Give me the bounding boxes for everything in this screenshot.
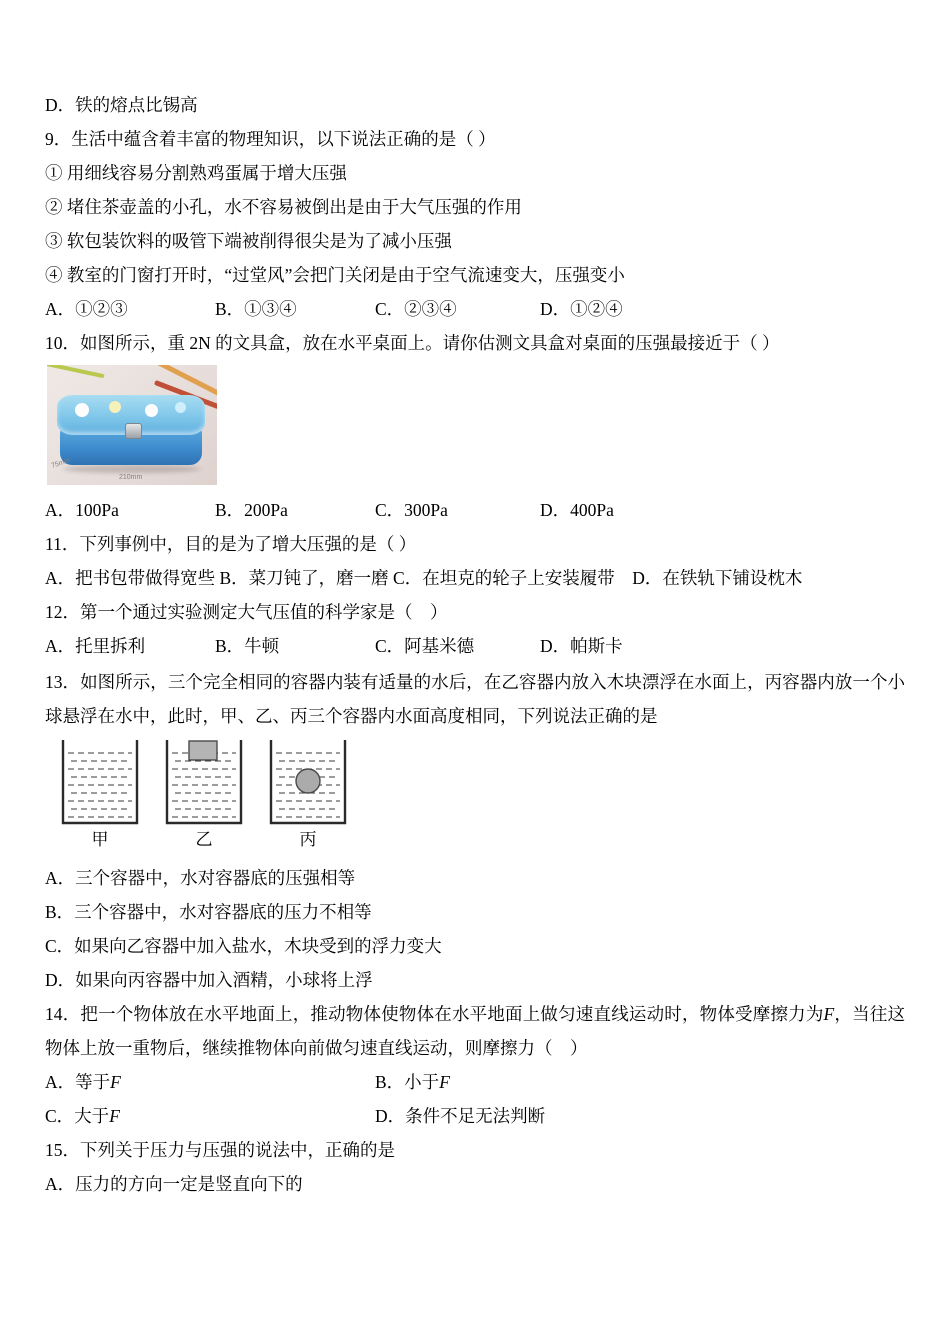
beaker-label: 乙 [195, 830, 213, 849]
q9-stem: 9．生活中蕴含着丰富的物理知识，以下说法正确的是（ ） [45, 129, 496, 149]
q10-option-a: A．100Pa [45, 500, 119, 520]
beaker-label: 丙 [299, 830, 317, 849]
q12-option-a: A．托里拆利 [45, 636, 146, 656]
q14-option-b-text: B．小于 [375, 1072, 440, 1092]
q9-option-d: D．①②④ [540, 299, 623, 319]
prev-question-option-d: D．铁的熔点比锡高 [45, 95, 198, 115]
q14-option-a-text: A．等于 [45, 1072, 111, 1092]
q10-option-d: D．400Pa [540, 500, 614, 520]
q13-option-d: D．如果向丙容器中加入酒精，小球将上浮 [45, 970, 373, 990]
q10-option-b: B．200Pa [215, 500, 288, 520]
q9-option-a: A．①②③ [45, 299, 128, 319]
q10-option-c: C．300Pa [375, 500, 448, 520]
pencil-decoration [47, 365, 105, 378]
q14-stem-text: 14．把一个物体放在水平地面上，推动物体使物体在水平地面上做匀速直线运动时，物体受摩擦力为 [45, 1004, 824, 1024]
lid-decoration [75, 403, 89, 417]
pencil-case-shadow [63, 465, 201, 473]
q12-option-d: D．帕斯卡 [540, 636, 623, 656]
q12-options-row [45, 629, 905, 663]
dimension-label: 210mm [119, 474, 143, 481]
lid-decoration [145, 404, 158, 417]
beaker-yi [163, 739, 245, 853]
beaker-bing [267, 739, 349, 853]
force-symbol: F [823, 1004, 835, 1024]
q9-item-2: ② 堵住茶壶盖的小孔，水不容易被倒出是由于大气压强的作用 [45, 197, 522, 217]
q14-stem [45, 997, 905, 1065]
q14-options-row-2 [45, 1099, 905, 1133]
q11-options-row: A．把书包带做得宽些 B．菜刀钝了，磨一磨 C．在坦克的轮子上安装履带 D．在铁轨下铺设枕木 [45, 568, 803, 588]
q9-item-3: ③ 软包装饮料的吸管下端被削得很尖是为了减小压强 [45, 231, 452, 251]
q12-option-c: C．阿基米德 [375, 636, 475, 656]
force-symbol: F [110, 1072, 121, 1092]
q12-stem: 12．第一个通过实验测定大气压值的科学家是（ ） [45, 602, 448, 622]
q9-options-row [45, 292, 905, 326]
beaker-yi-figure [163, 739, 245, 827]
q15-stem: 15．下列关于压力与压强的说法中，正确的是 [45, 1140, 395, 1160]
q9-item-1: ① 用细线容易分割熟鸡蛋属于增大压强 [45, 163, 347, 183]
q9-option-b: B．①③④ [215, 299, 297, 319]
beaker-label: 甲 [91, 830, 109, 849]
beaker-bing-figure [267, 739, 349, 827]
containers-figure [59, 739, 905, 853]
q10-options-row [45, 493, 905, 527]
pencil-case-clasp [125, 423, 142, 439]
q11-stem: 11．下列事例中，目的是为了增大压强的是（ ） [45, 534, 417, 554]
dimension-label: 75mm [50, 457, 72, 470]
lid-decoration [109, 401, 121, 413]
q13-option-b: B．三个容器中，水对容器底的压力不相等 [45, 902, 372, 922]
beaker-jia [59, 739, 141, 853]
q14-option-d: D．条件不足无法判断 [375, 1106, 546, 1126]
beaker-jia-figure [59, 739, 141, 827]
lid-decoration [175, 402, 186, 413]
suspended-ball [296, 769, 320, 793]
q14-option-b [375, 1072, 450, 1092]
force-symbol: F [439, 1072, 450, 1092]
q14-option-a [45, 1065, 375, 1099]
q12-option-b: B．牛顿 [215, 636, 280, 656]
q13-stem: 13．如图所示，三个完全相同的容器内装有适量的水后，在乙容器内放入木块漂浮在水面上，丙容器内放一个小球悬浮在水中，此时，甲、乙、丙三个容器内水面高度相同，下列说法正确的是 [45, 672, 905, 726]
q14-options-row-1 [45, 1065, 905, 1099]
q10-stem: 10．如图所示，重 2N 的文具盒，放在水平桌面上。请你估测文具盒对桌面的压强最接近于（ ） [45, 333, 780, 353]
q9-option-c: C．②③④ [375, 299, 457, 319]
q13-option-a: A．三个容器中，水对容器底的压强相等 [45, 868, 356, 888]
pencil-case-photo [47, 365, 217, 485]
q14-stem-text: ，当往这物体上放一重物后，继续推物体向前做匀速直线运动，则摩擦力（ ） [45, 1004, 906, 1058]
q13-option-c: C．如果向乙容器中加入盐水，木块受到的浮力变大 [45, 936, 442, 956]
q14-option-c [45, 1099, 375, 1133]
force-symbol: F [109, 1106, 120, 1126]
q15-option-a: A．压力的方向一定是竖直向下的 [45, 1174, 303, 1194]
floating-block [189, 741, 217, 760]
q9-item-4: ④ 教室的门窗打开时，“过堂风”会把门关闭是由于空气流速变大，压强变小 [45, 265, 625, 285]
q14-option-c-text: C．大于 [45, 1106, 110, 1126]
